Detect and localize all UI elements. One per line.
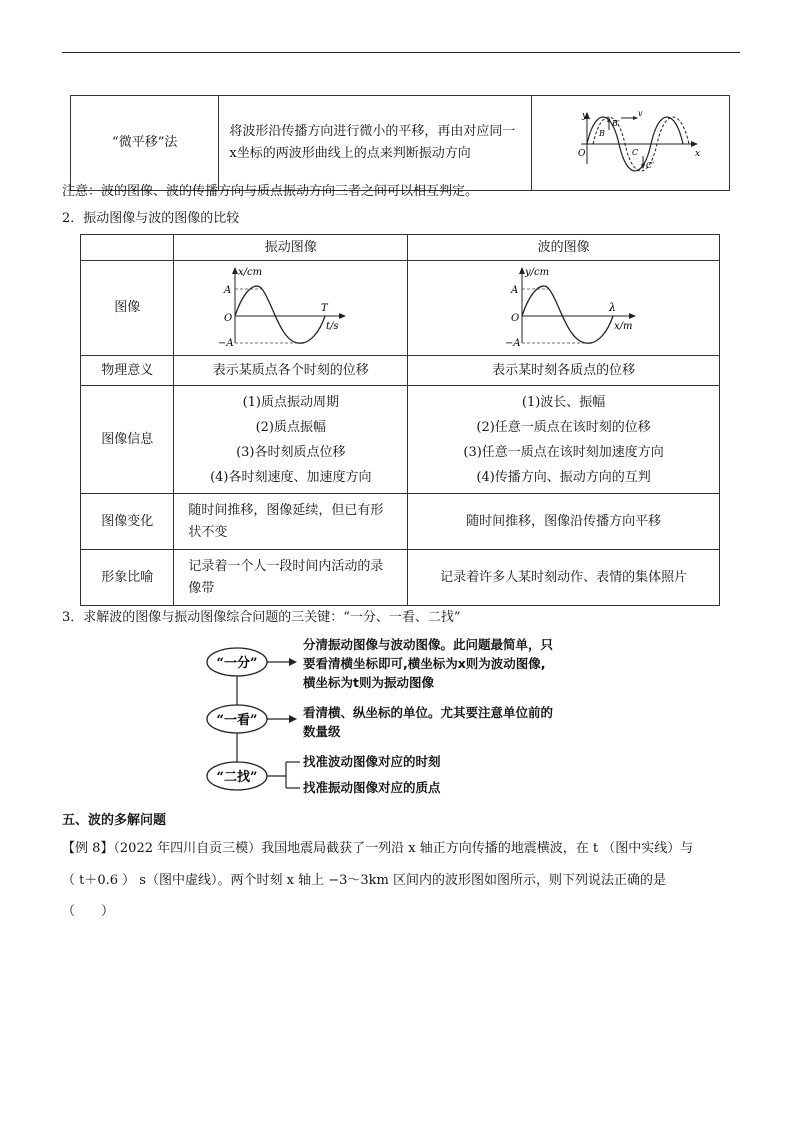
fig-y-label: y <box>582 111 588 121</box>
example-line-2: （ t＋0.6 ） s（图中虚线）。两个时刻 x 轴上 −3～3km 区间内的波形图如图所示，则下列说法正确的是 <box>62 873 666 888</box>
wave-graph <box>414 261 714 347</box>
wave-change: 随时间推移，图像沿传播方向平移 <box>408 494 720 550</box>
wave-analogy: 记录着许多人某时刻动作、表情的集体照片 <box>408 550 720 606</box>
row-meaning-label: 物理意义 <box>81 356 174 386</box>
vib-amp-label: A <box>223 285 232 296</box>
vib-xlabel: t/s <box>325 321 339 332</box>
wave-info-item: (4)传播方向、振动方向的互判 <box>476 469 651 485</box>
key-2-line: 看清横、纵坐标的单位。尤其要注意单位前的 <box>303 705 554 720</box>
method-table <box>70 95 730 191</box>
fig-v-label: v <box>638 109 643 118</box>
key-2-line: 数量级 <box>303 724 341 739</box>
section-2-title: 2．振动图像与波的图像的比较 <box>62 211 240 226</box>
wave-neg-amp-label: −A <box>504 338 521 347</box>
note-text: 注意：波的图像、波的传播方向与质点振动方向三者之间可以相互判定。 <box>62 184 479 199</box>
key-2-text <box>303 703 553 741</box>
wave-ylabel: y/cm <box>524 267 549 278</box>
header-rule <box>62 52 740 53</box>
wave-graph-cell <box>408 261 720 356</box>
wave-meaning: 表示某时刻各质点的位移 <box>408 356 720 386</box>
fig-cp-label: C′ <box>646 161 655 170</box>
key-1-line: 横坐标为t则为振动图像 <box>303 675 434 690</box>
three-keys-diagram <box>200 630 320 800</box>
vib-info <box>174 386 408 494</box>
fig-origin-label: O <box>578 149 586 159</box>
vibration-graph-cell <box>174 261 408 356</box>
key-3-line-1: 找准波动图像对应的时刻 <box>303 754 441 769</box>
micro-shift-figure-cell <box>531 96 729 191</box>
key-2-label: “一看” <box>216 713 258 728</box>
header-vibration: 振动图像 <box>174 235 408 261</box>
example-line-1: 【例 8】（2022 年四川自贡三模）我国地震局截获了一列沿 x 轴正方向传播的地震横波，在 t （图中实线）与 <box>62 841 694 856</box>
key-1-line: 要看清横坐标即可,横坐标为x则为波动图像, <box>303 656 546 671</box>
wave-info-item: (3)任意一质点在该时刻加速度方向 <box>463 444 664 460</box>
vib-info-item: (4)各时刻速度、加速度方向 <box>210 469 372 485</box>
wave-info <box>408 386 720 494</box>
key-3-line-2: 找准振动图像对应的质点 <box>303 780 441 795</box>
wave-info-item: (2)任意一质点在该时刻的位移 <box>476 419 651 435</box>
vib-change: 随时间推移，图像延续，但已有形状不变 <box>174 494 408 550</box>
key-1-line: 分清振动图像与波动图像。此问题最简单，只 <box>303 637 554 652</box>
row-change-label: 图像变化 <box>81 494 174 550</box>
wave-lambda-label: λ <box>608 301 616 314</box>
vib-analogy: 记录着一个人一段时间内活动的录像带 <box>174 550 408 606</box>
vib-meaning: 表示某质点各个时刻的位移 <box>174 356 408 386</box>
header-wave: 波的图像 <box>408 235 720 261</box>
vib-ylabel: x/cm <box>237 267 262 278</box>
row-info-label: 图像信息 <box>81 386 174 494</box>
vib-neg-amp-label: −A <box>217 338 234 347</box>
row-image-label: 图像 <box>81 261 174 356</box>
method-name: “微平移”法 <box>71 96 219 191</box>
section-3-title: 3．求解波的图像与振动图像综合问题的三关键：“一分、一看、二找” <box>62 610 461 625</box>
micro-shift-figure <box>535 96 725 182</box>
row-analogy-label: 形象比喻 <box>81 550 174 606</box>
wave-info-item: (1)波长、振幅 <box>521 394 606 410</box>
method-description: 将波形沿传播方向进行微小的平移，再由对应同一x坐标的两波形曲线上的点来判断振动方向 <box>219 96 531 191</box>
vibration-graph <box>180 261 402 347</box>
key-1-text <box>303 635 553 692</box>
vib-info-item: (3)各时刻质点位移 <box>236 444 346 460</box>
vib-origin-label: O <box>223 313 233 324</box>
vib-info-item: (1)质点振动周期 <box>242 394 340 410</box>
fig-bp-label: B′ <box>612 119 621 128</box>
wave-amp-label: A <box>510 285 518 296</box>
vib-info-item: (2)质点振幅 <box>255 419 327 435</box>
example-line-3: （ ） <box>62 904 115 919</box>
fig-b-label: B <box>599 129 606 138</box>
section-5-title: 五、波的多解问题 <box>62 813 167 828</box>
fig-x-label: x <box>695 149 701 159</box>
wave-origin-label: O <box>510 313 519 324</box>
key-1-label: “一分” <box>216 656 258 671</box>
comparison-table <box>80 234 720 606</box>
header-blank-cell <box>81 235 174 261</box>
fig-c-label: C <box>632 148 639 157</box>
wave-xlabel: x/m <box>613 321 633 332</box>
key-3-label: “二找” <box>216 770 258 785</box>
vib-period-label: T <box>320 303 328 314</box>
